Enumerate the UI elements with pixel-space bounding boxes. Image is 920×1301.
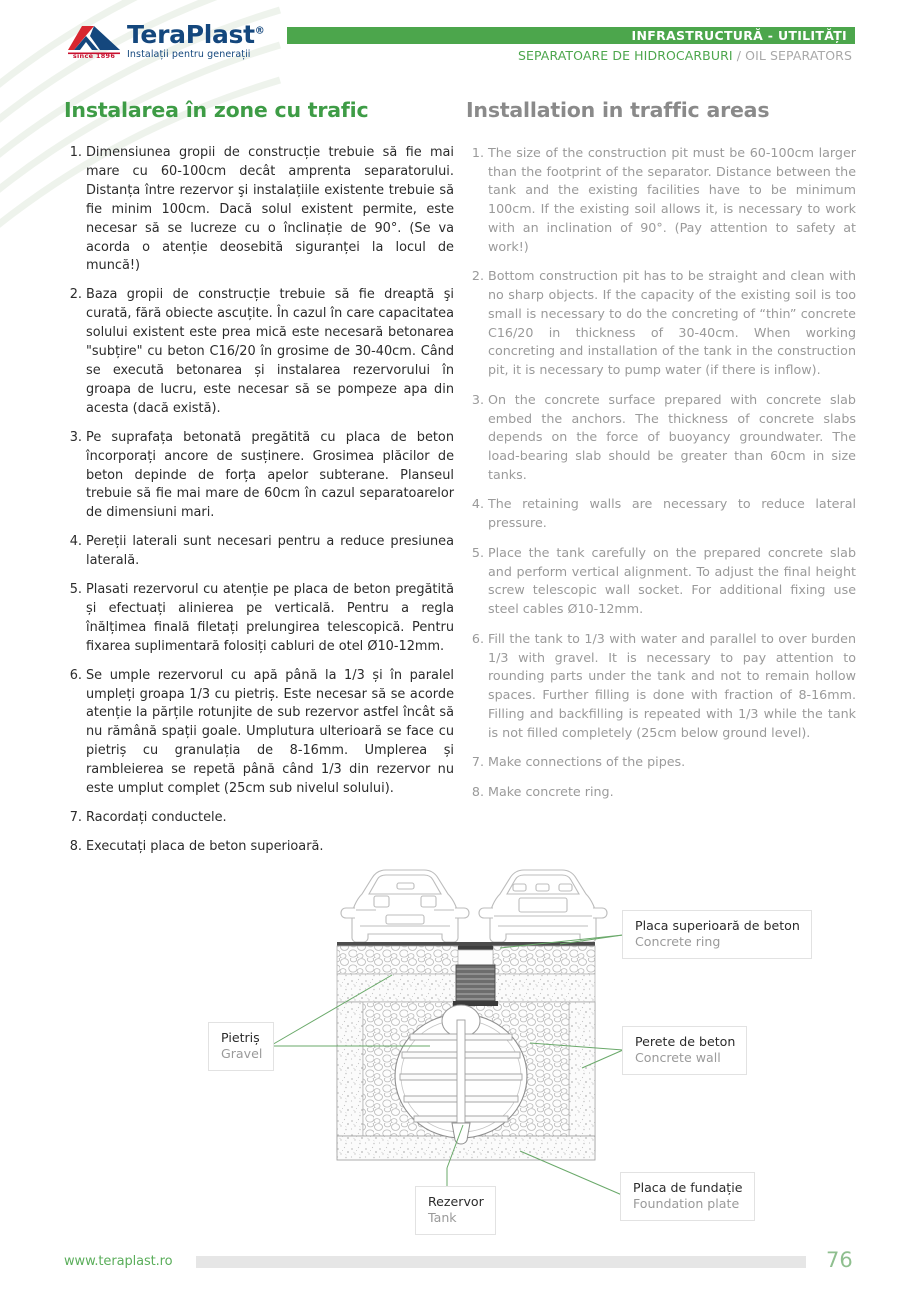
teraplast-logo[interactable] — [68, 22, 264, 60]
list-item-text: Pe suprafața betonată pregătită cu placa de beton încorporați ancore de susținere. Grosimea plăcilor de beton depinde de forța apelor subterane. Planseul trebuie să fie mai mare de 60cm în cazul separatoarelor de dimensiuni mari. — [86, 429, 454, 521]
list-item-text: Se umple rezervorul cu apă până la 1/3 și în paralel umpleți groapa 1/3 cu pietriș. Este necesar să se acorde atenție la părțile rotunjite de sub rezervor astfel încât să nu rămână spații goale. Umplutura ulterioară se face cu pietriș cu granulația de 8-16mm. Umplerea și rambleierea se repetă până când 1/3 din rezervor nu este umplut complet (25cm sub nivelul solului). — [86, 667, 454, 797]
callout-label-en: Gravel — [221, 1046, 263, 1062]
callout-foundation-plate — [620, 1172, 755, 1221]
callout-tank — [415, 1186, 496, 1235]
header-subtitle-separator: / — [732, 48, 746, 63]
list-item-number: 4. — [69, 534, 82, 550]
list-item-number: 8. — [69, 838, 82, 854]
list-item-text: The size of the construction pit must be 60-100cm larger than the footprint of the separator. Distance between the tank and the existing facilities have to be minimum 100cm. If the existing soil allows it, is necessary to work with an inclination of 90°. (Pay attention to safety at work!) — [488, 145, 856, 254]
list-item-text: Pereții laterali sunt necesari pentru a reduce presiunea laterală. — [86, 534, 454, 569]
list-item — [466, 391, 856, 485]
shaft-riser-upper — [458, 950, 493, 965]
callout-label-ro: Perete de beton — [635, 1034, 736, 1049]
header-subtitle-ro: SEPARATOARE DE HIDROCARBURI — [517, 48, 733, 63]
subbase-left — [337, 974, 458, 1002]
list-item-number: 8. — [471, 784, 484, 800]
callout-label-ro: Pietriș — [221, 1030, 260, 1045]
list-item — [466, 783, 856, 802]
registered-mark-icon: ® — [254, 25, 265, 37]
list-item-text: The retaining walls are necessary to reduce lateral pressure. — [488, 496, 856, 531]
car-rear-view-icon — [479, 870, 607, 942]
list-item-number: 7. — [69, 810, 82, 825]
concrete-wall-left — [337, 1002, 363, 1136]
header-subtitle-en: OIL SEPARATORS — [745, 48, 852, 63]
list-item-text: Racordați conductele. — [86, 810, 227, 825]
callout-concrete-wall — [622, 1026, 747, 1075]
list-item-number: 1. — [471, 145, 484, 160]
installation-cross-section-diagram — [0, 838, 920, 1238]
list-item — [466, 144, 856, 256]
instruction-list-en — [466, 144, 856, 802]
list-item — [466, 495, 856, 532]
callout-label-ro: Placa superioară de beton — [635, 918, 800, 933]
list-item-number: 6. — [471, 630, 484, 646]
teraplast-logo-mark-icon — [68, 22, 120, 60]
footer-divider-bar — [196, 1256, 806, 1268]
asphalt-layer — [337, 942, 595, 946]
callout-label-en: Concrete wall — [635, 1050, 721, 1066]
list-item-number: 2. — [471, 268, 484, 284]
list-item-text: Make concrete ring. — [488, 784, 614, 800]
list-item — [466, 267, 856, 379]
instructions-column-en — [466, 144, 856, 813]
page-footer — [0, 1248, 920, 1288]
list-item-text: Baza gropii de construcție trebuie să fie dreaptă şi curată, fără obiecte ascuțite. În cazul în care capacitatea solului existent este prea mică este necesară betonarea "subțire" cu beton C16/20 în grosime de 30-40cm. Când se execută betonarea și instalarea rezervorului în groapa de lucru, este necesar să se pompeze apa din acesta (dacă există). — [86, 287, 454, 416]
page-number: 76 — [826, 1248, 853, 1272]
list-item-text: Executați placa de beton superioară. — [86, 838, 324, 854]
list-item-number: 3. — [69, 429, 82, 445]
list-item — [64, 809, 454, 828]
header-section-title: INFRASTRUCTURĂ - UTILITĂȚI — [631, 28, 847, 43]
callout-label-ro: Placa de fundație — [633, 1180, 743, 1195]
list-item-number: 1. — [69, 145, 82, 160]
list-item-text: Dimensiunea gropii de construcție trebuie să fie mai mare cu 60-100cm decât amprenta separatorului. Distanța între rezervor şi instalațiile existente trebuie să fie minim 100cm. Dacă solul existent permite, este necesar să se lucreze cu o înclinație de 90°. (Se va acorda o atenție deosebită siguranței la locul de muncă!) — [86, 145, 454, 274]
header-section-bar — [287, 27, 855, 44]
callout-label-en: Foundation plate — [633, 1196, 740, 1212]
subbase-right — [493, 974, 595, 1002]
logo-tagline: Instalații pentru generații — [127, 49, 251, 61]
callout-top-concrete-slab — [622, 910, 812, 959]
list-item — [64, 286, 454, 418]
list-item-number: 2. — [69, 287, 82, 303]
callout-label-en: Tank — [428, 1210, 457, 1226]
list-item-text: Fill the tank to 1/3 with water and parallel to over burden 1/3 with gravel. It is necessary to pay attention to rounding parts under the tank and not to remain hollow spaces. Further filling is done with fraction of 8-16mm. Filling and backfilling is repeated with 1/3 while the tank is not filled completely (25cm below ground level). — [488, 630, 856, 740]
instruction-list-ro — [64, 144, 454, 857]
logo-since-text: since 1896 — [72, 52, 116, 60]
list-item-number: 5. — [69, 582, 82, 598]
callout-gravel — [208, 1022, 274, 1071]
list-item-number: 3. — [471, 391, 484, 407]
list-item — [64, 581, 454, 657]
upper-gravel-left — [337, 946, 458, 974]
header-subtitle — [518, 48, 852, 63]
shaft-top-cover — [458, 946, 493, 950]
list-item — [466, 544, 856, 619]
list-item — [64, 667, 454, 799]
shaft-corrugated — [456, 965, 495, 1001]
list-item-text: Bottom construction pit has to be straight and clean with no sharp objects. If the capacity of the existing soil is too small is necessary to do the concreting of “thin” concrete C16/20 in thickness of 30-40cm. When working concreting and installation of the tank in the construction pit, it is necessary to pump water (if there is inflow). — [488, 268, 856, 378]
list-item-number: 6. — [69, 667, 82, 683]
page-header — [0, 0, 920, 72]
instructions-column-ro — [64, 144, 454, 867]
concrete-wall-right — [569, 1002, 595, 1136]
list-item-text: Make connections of the pipes. — [488, 754, 686, 770]
list-item-number: 5. — [471, 544, 484, 560]
car-front-view-icon — [341, 870, 469, 942]
diagram-drawing — [0, 838, 920, 1238]
list-item — [64, 429, 454, 524]
logo-wordmark — [127, 22, 264, 60]
list-item-number: 7. — [471, 754, 484, 770]
section-title-en: Installation in traffic areas — [466, 98, 770, 122]
list-item-text: Plasati rezervorul cu atenție pe placa de beton pregătită și efectuați alinierea pe verticală. Pentru a regla înălțimea finală filetați prelungirea telescopică. Pentru fixarea suplimentară folosiți cabluri de otel Ø10-12mm. — [86, 582, 454, 654]
logo-name: TeraPlast® — [127, 20, 265, 50]
list-item — [466, 753, 856, 772]
callout-label-ro: Rezervor — [428, 1194, 484, 1209]
callout-label-en: Concrete ring — [635, 934, 721, 950]
upper-gravel-right — [493, 946, 595, 974]
footer-website-link[interactable]: www.teraplast.ro — [64, 1254, 173, 1269]
list-item-text: Place the tank carefully on the prepared concrete slab and perform vertical alignment. To adjust the final height screw telescopic wall socket. For additional fixing use steel cables Ø10-12mm. — [488, 544, 856, 617]
section-title-ro: Instalarea în zone cu trafic — [64, 98, 369, 122]
list-item — [64, 144, 454, 276]
list-item — [64, 533, 454, 571]
list-item-number: 4. — [471, 496, 484, 512]
list-item — [466, 630, 856, 742]
list-item-text: On the concrete surface prepared with concrete slab embed the anchors. The thickness of concrete slabs depends on the force of buoyancy groundwater. The load-bearing slab should be greater than 60cm in size tanks. — [488, 391, 856, 482]
